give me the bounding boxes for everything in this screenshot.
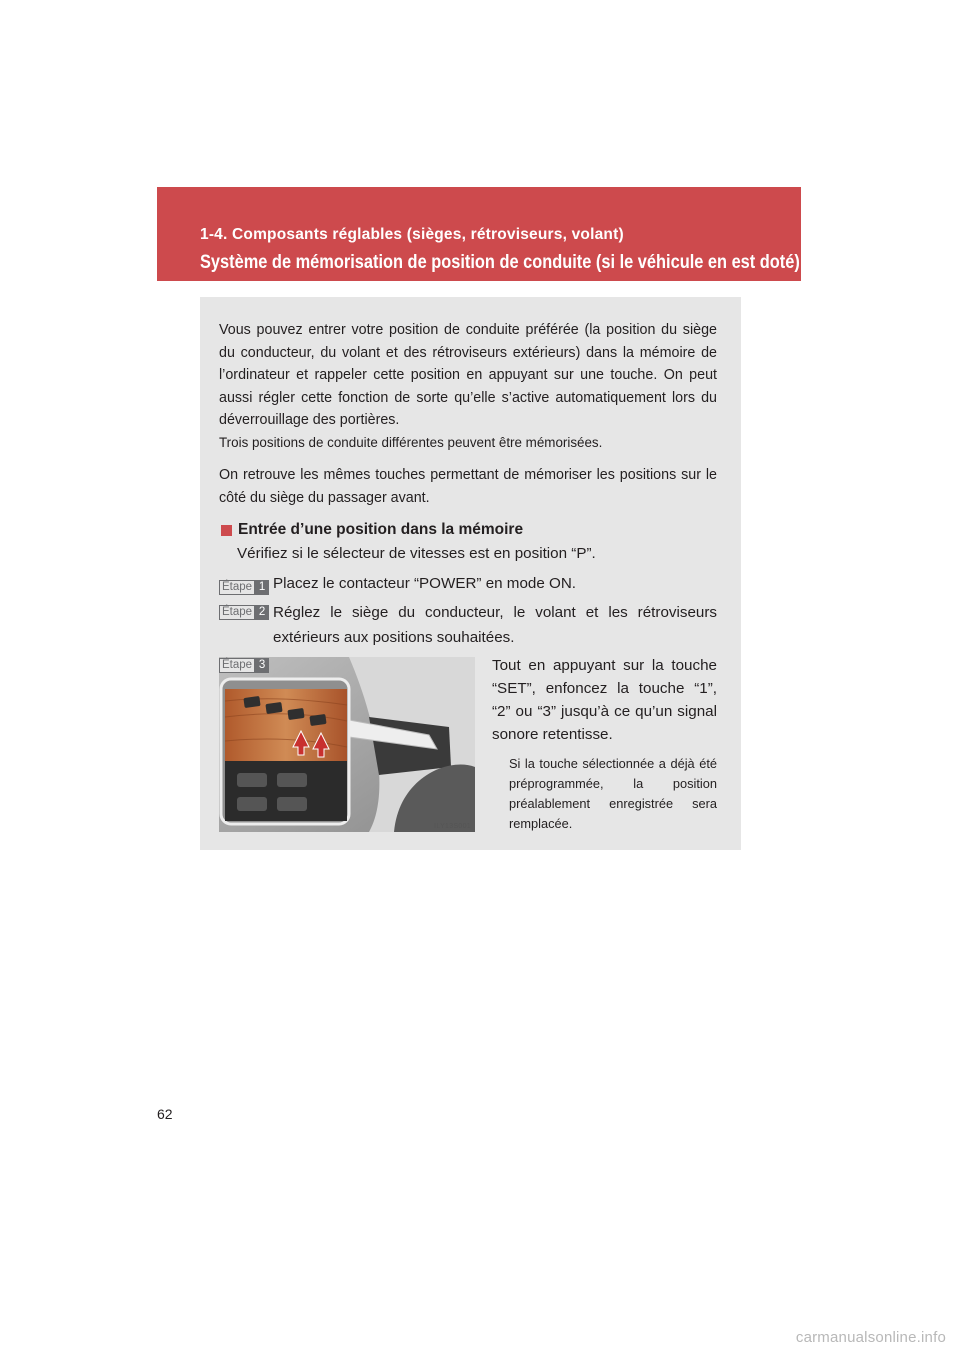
positions-note: Trois positions de conduite différentes peuvent être mémorisées. bbox=[219, 435, 603, 450]
bullet-square-icon bbox=[221, 525, 232, 536]
passenger-note: On retrouve les mêmes touches permettant de mémoriser les positions sur le côté du siège du passager avant. bbox=[219, 467, 717, 506]
step-number: 3 bbox=[255, 658, 269, 673]
step-number: 1 bbox=[255, 580, 269, 595]
illustration-code: ILY13S001 bbox=[434, 823, 471, 830]
intro-text: Vous pouvez entrer votre position de conduite préférée (la position du siège du conducteur, du volant et des rétroviseurs extérieurs) dans la mémoire de l’ordinateur et rappeler cette position en appuyant sur une touche. On peut aussi régler cette fonction de sorte qu’elle s’active automatiquement lors du déverrouillage des portières. bbox=[219, 322, 717, 428]
page-number: 62 bbox=[157, 1106, 173, 1122]
step-3-text: Tout en appuyant sur la touche “SET”, enfoncez la touche “1”, “2” ou “3” jusqu’à ce qu’un signal sonore retentisse. bbox=[492, 657, 717, 743]
step-2-text: Réglez le siège du conducteur, le volant et les rétroviseurs extérieurs aux positions souhaitées. bbox=[273, 604, 717, 646]
watermark: carmanualsonline.info bbox=[795, 1329, 946, 1346]
door-panel-illustration bbox=[219, 657, 475, 832]
memory-buttons-illustration bbox=[219, 657, 475, 832]
page-title: Système de mémorisation de position de conduite (si le véhicule en est doté) bbox=[200, 251, 800, 273]
section-label: 1-4. Composants réglables (sièges, rétroviseurs, volant) bbox=[200, 226, 624, 243]
section-header bbox=[157, 187, 801, 281]
memory-entry-heading bbox=[221, 519, 523, 541]
precondition-text: Vérifiez si le sélecteur de vitesses est en position “P”. bbox=[237, 545, 596, 562]
step-label: Étape bbox=[219, 580, 255, 595]
step-number: 2 bbox=[255, 605, 269, 620]
step-1-text: Placez le contacteur “POWER” en mode ON. bbox=[273, 575, 577, 592]
step-badge-3 bbox=[219, 658, 269, 673]
intro-paragraph bbox=[219, 319, 717, 432]
step-label: Étape bbox=[219, 658, 255, 673]
step-badge-2 bbox=[219, 605, 269, 620]
memory-entry-heading-text: Entrée d’une position dans la mémoire bbox=[238, 521, 524, 538]
step-label: Étape bbox=[219, 605, 255, 620]
step-badge-1 bbox=[219, 580, 269, 595]
overwrite-note: Si la touche sélectionnée a déjà été préprogrammée, la position préalablement enregistrée sera remplacée. bbox=[509, 756, 717, 831]
